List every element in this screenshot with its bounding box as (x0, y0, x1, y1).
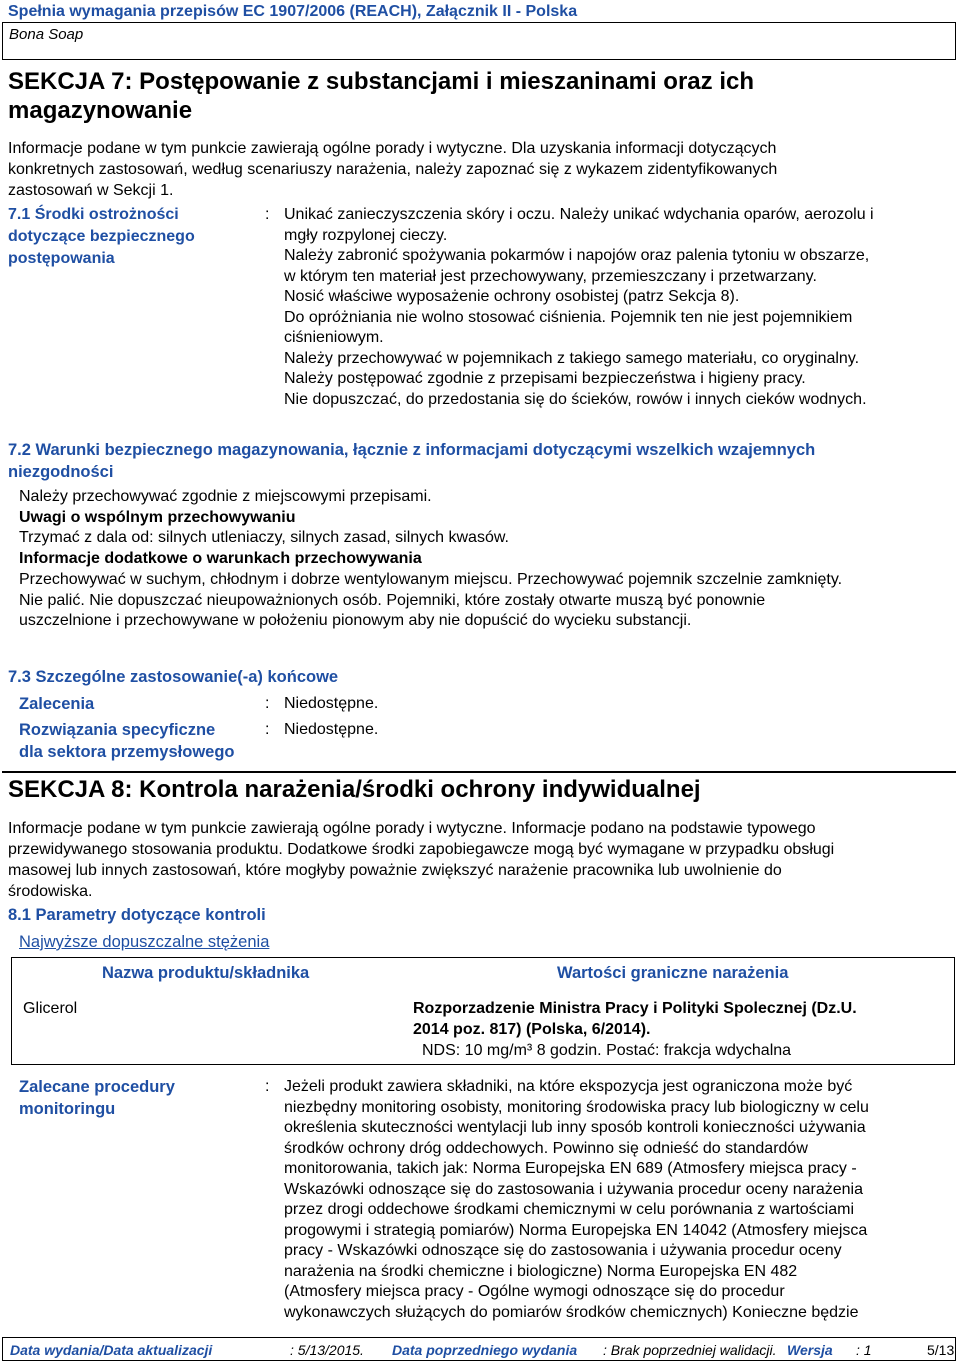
subsection-7-1-label (8, 204, 233, 270)
content-line: Do opróżniania nie wolno stosować ciśnienia. Pojemnik ten nie jest pojemnikiem (284, 308, 853, 326)
content-line: Nie palić. Nie dopuszczać nieupoważnionych osób. Pojemniki, które zostały otwarte muszą być ponownie (19, 591, 766, 609)
table-header-limits: Wartości graniczne narażenia (557, 964, 789, 982)
label-line: Rozwiązania specyficzne (19, 721, 216, 739)
table-cell-regulation: 2014 poz. 817) (Polska, 6/2014). (413, 1021, 651, 1038)
intro-line: Informacje podane w tym punkcie zawierają ogólne porady i wytyczne. Dla uzyskania informacji dotyczących (8, 140, 777, 157)
section-7-title-line: SEKCJA 7: Postępowanie z substancjami i mieszaninami oraz ich (8, 68, 754, 95)
exposure-limits-subheading: Najwyższe dopuszczalne stężenia (19, 933, 270, 951)
page-footer (2, 1337, 956, 1361)
table-cell-product: Glicerol (23, 1000, 78, 1017)
heading-line: niezgodności (8, 463, 114, 481)
page-number: 5/13 (927, 1342, 955, 1358)
content-line: przez drogi oddechowe środkami chemicznymi w celu porównania z wartościami (284, 1201, 855, 1218)
label-line: dla sektora przemysłowego (19, 743, 235, 761)
document-header-title: Spełnia wymagania przepisów EC 1907/2006 (REACH), Załącznik II - Polska (8, 3, 578, 20)
section-8-title: SEKCJA 8: Kontrola narażenia/środki ochrony indywidualnej (8, 776, 701, 803)
colon: : (265, 721, 270, 738)
content-line: Jeżeli produkt zawiera składniki, na które ekspozycja jest ograniczona może być (284, 1078, 853, 1095)
content-line: niezbędny monitoring osobisty, monitoring środowiska pracy lub biologiczny w celu (284, 1098, 869, 1116)
content-line: Trzymać z dala od: silnych utleniaczy, silnych zasad, silnych kwasów. (19, 529, 509, 547)
version-value: : 1 (856, 1342, 872, 1358)
storage-compat-heading: Uwagi o wspólnym przechowywaniu (19, 508, 296, 526)
content-line: (Atmosfery miejsca pracy - Ogólne wymogi odnoszące się do procedur (284, 1283, 785, 1300)
section-7-title (8, 67, 754, 125)
table-cell-nds: NDS: 10 mg/m³ 8 godzin. Postać: frakcja wdychalna (422, 1042, 792, 1059)
subsection-7-1-content (284, 205, 956, 410)
table-cell-regulation: Rozporzadzenie Ministra Pracy i Polityki Spolecznej (Dz.U. (413, 1000, 857, 1017)
content-line: monitorowania, takich jak: Norma Europejska EN 689 (Atmosfery miejsca pracy - (284, 1160, 857, 1177)
section-8-intro (8, 818, 953, 902)
intro-line: zastosowań w Sekcji 1. (8, 182, 174, 199)
product-header-box (2, 22, 956, 60)
label-line: 7.1 Środki ostrożności (8, 206, 179, 223)
issue-date-value: : 5/13/2015. (290, 1342, 364, 1358)
content-line: pracy - Wskazówki odnoszące się do zastosowania i używania procedur oceny (284, 1242, 842, 1259)
monitoring-content (284, 1077, 956, 1323)
heading-line: 7.2 Warunki bezpiecznego magazynowania, łącznie z informacjami dotyczącymi wszelkich wzajemnych (8, 441, 816, 459)
section-7-title-line: magazynowanie (8, 97, 193, 124)
content-line: Nosić właściwe wyposażenie ochrony osobistej (patrz Sekcja 8). (284, 288, 740, 305)
subsection-7-2-heading (8, 439, 948, 483)
section-8-divider (2, 771, 956, 773)
label-line: postępowania (8, 250, 115, 267)
colon: : (265, 206, 270, 223)
subsection-7-2-content (19, 487, 954, 632)
monitoring-label (19, 1076, 259, 1120)
content-line: Nie dopuszczać, do przedostania się do ścieków, rowów i innych cieków wodnych. (284, 390, 867, 408)
content-line: Należy postępować zgodnie z przepisami bezpieczeństwa i higieny pracy. (284, 370, 806, 387)
intro-line: przewidywanego stosowania produktu. Dodatkowe środki zapobiegawcze mogą być wymagane w przypadku obsługi (8, 841, 835, 858)
subsection-8-1-heading: 8.1 Parametry dotyczące kontroli (8, 906, 266, 924)
label-line: monitoringu (19, 1100, 116, 1118)
label-line: dotyczące bezpiecznego (8, 228, 195, 245)
version-label: Wersja (787, 1342, 833, 1358)
table-header-product: Nazwa produktu/składnika (102, 964, 310, 982)
issue-date-label: Data wydania/Data aktualizacji (10, 1342, 213, 1358)
content-line: w którym ten materiał jest przechowywany, przemieszczany i przetwarzany. (284, 267, 817, 285)
intro-line: środowiska. (8, 883, 93, 900)
recommendations-label: Zalecenia (19, 695, 95, 713)
content-line: Należy przechowywać zgodnie z miejscowymi przepisami. (19, 488, 432, 505)
colon: : (265, 695, 270, 712)
section-7-intro (8, 138, 953, 201)
subsection-7-3-heading: 7.3 Szczególne zastosowanie(-a) końcowe (8, 668, 339, 686)
recommendations-value: Niedostępne. (284, 695, 379, 712)
content-line: wykonawczych służących do pomiarów środków chemicznych) Konieczne będzie (284, 1303, 859, 1321)
exposure-limits-table (11, 957, 955, 1065)
content-line: ciśnieniowym. (284, 329, 384, 346)
storage-info-heading: Informacje dodatkowe o warunkach przechowywania (19, 550, 422, 568)
previous-issue-value: : Brak poprzedniej walidacji. (603, 1342, 777, 1358)
content-line: narażenia na środki chemiczne i biologiczne) Norma Europejska EN 482 (284, 1262, 798, 1280)
content-line: Przechowywać w suchym, chłodnym i dobrze wentylowanym miejscu. Przechowywać pojemnik szczelnie zamknięty. (19, 570, 843, 588)
content-line: mgły rozpylonej cieczy. (284, 226, 448, 244)
content-line: określenia skuteczności wentylacji lub inny sposób kontroli konieczności używania (284, 1119, 866, 1136)
industry-solutions-label (19, 719, 259, 763)
colon: : (265, 1078, 270, 1095)
product-name: Bona Soap (9, 26, 84, 43)
content-line: środków ochrony dróg oddechowych. Powinno się odnieść do standardów (284, 1139, 808, 1157)
content-line: uszczelnione i przechowywane w położeniu pionowym aby nie dopuścić do wycieku substancji. (19, 612, 692, 630)
previous-issue-label: Data poprzedniego wydania (392, 1342, 578, 1358)
content-line: Należy przechowywać w pojemnikach z takiego samego materiału, co oryginalny. (284, 349, 860, 367)
label-line: Zalecane procedury (19, 1078, 175, 1096)
content-line: Wskazówki odnoszące się do zastosowania i używania procedur oceny narażenia (284, 1180, 863, 1198)
industry-solutions-value: Niedostępne. (284, 721, 379, 738)
content-line: progowymi i strategią pomiarów) Norma Europejska EN 14042 (Atmosfery miejsca (284, 1221, 868, 1239)
intro-line: Informacje podane w tym punkcie zawierają ogólne porady i wytyczne. Informacje podano na podstawie typowego (8, 820, 816, 837)
content-line: Unikać zanieczyszczenia skóry i oczu. Należy unikać wdychania oparów, aerozolu i (284, 206, 874, 223)
intro-line: konkretnych zastosowań, według scenariuszy narażenia, należy zapoznać się z wykazem zidentyfikowanych (8, 161, 778, 178)
content-line: Należy zabronić spożywania pokarmów i napojów oraz palenia tytoniu w obszarze, (284, 247, 870, 264)
intro-line: masowej lub innych zastosowań, które mogłyby poważnie zwiększyć narażenie pracownika lub uwolnienie do (8, 862, 782, 879)
